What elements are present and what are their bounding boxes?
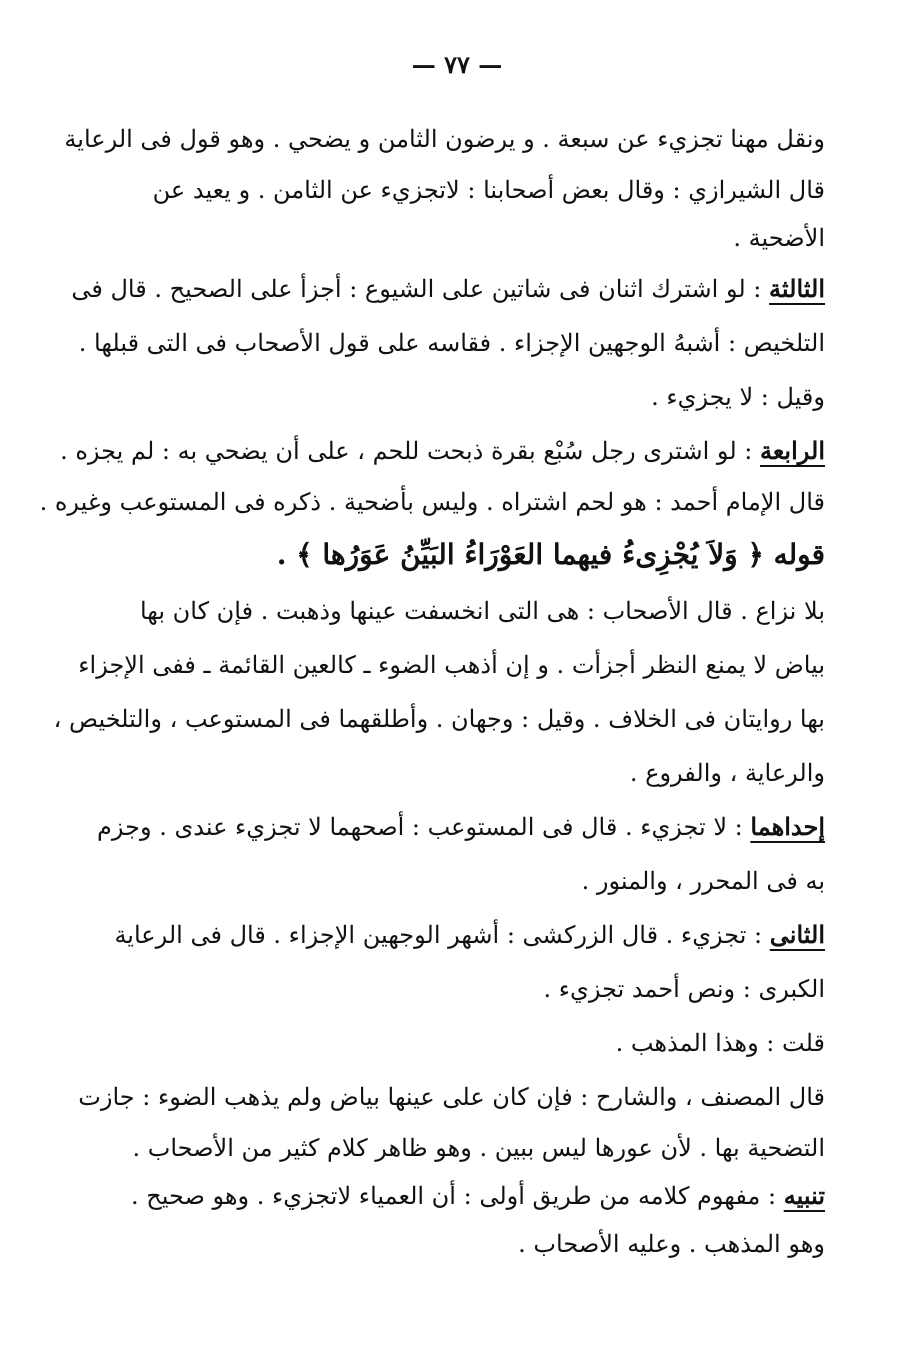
text-line <box>71 262 825 316</box>
text-line <box>152 166 825 214</box>
section-lead: إحداهما <box>750 812 825 841</box>
text-line <box>155 854 825 908</box>
line-text: قال الإمام أحمد : هو لحم اشتراه . وليس بأضحية . ذكره فى المستوعب وغيره . <box>39 488 825 516</box>
section-lead: الرابعة <box>759 436 825 465</box>
text-line <box>155 746 825 800</box>
text-line <box>60 424 825 478</box>
line-text: الأضحية . <box>733 224 825 252</box>
text-line <box>64 112 825 166</box>
text-line <box>130 1172 825 1220</box>
line-text: وهو المذهب . وعليه الأصحاب . <box>518 1230 825 1258</box>
line-text: وقيل : لا يجزيء . <box>651 383 825 411</box>
line-text: بها روايتان فى الخلاف . وقيل : وجهان . وأطلقهما فى المستوعب ، والتلخيص ، <box>53 705 825 733</box>
text-line <box>78 1070 825 1124</box>
line-text: قوله ﴿ وَلاَ يُجْزِىءُ فيهما العَوْرَاءُ البَيِّنُ عَوَرُها ﴾ . <box>276 538 825 571</box>
text-line <box>78 316 825 370</box>
line-text: ونقل مهنا تجزيء عن سبعة . و يرضون الثامن و يضحي . وهو قول فى الرعاية <box>64 125 825 153</box>
text-line <box>97 800 825 854</box>
text-line <box>78 638 825 692</box>
section-lead: الثانى <box>769 920 825 949</box>
line-text: التلخيص : أشبهُ الوجهين الإجزاء . فقاسه على قول الأصحاب فى التى قبلها . <box>78 329 825 357</box>
text-line <box>155 1220 825 1268</box>
line-text: بياض لا يمنع النظر أجزأت . و إن أذهب الضوء ـ كالعين القائمة ـ ففى الإجزاء <box>78 651 825 679</box>
text-line <box>155 370 825 424</box>
text-line <box>132 1124 825 1172</box>
text-line <box>155 1016 825 1070</box>
section-lead: الثالثة <box>769 274 825 303</box>
line-text: والرعاية ، والفروع . <box>629 759 825 787</box>
line-text: به فى المحرر ، والمنور . <box>581 867 825 895</box>
section-lead: تنبيه <box>783 1181 825 1210</box>
text-line <box>114 908 825 962</box>
text-line <box>53 692 825 746</box>
text-line <box>39 478 825 526</box>
text-line <box>155 962 825 1016</box>
line-text: بلا نزاع . قال الأصحاب : هى التى انخسفت عينها وذهبت . فإن كان بها <box>139 597 825 625</box>
line-text: : لا تجزيء . قال فى المستوعب : أصحهما لا تجزيء عندى . وجزم <box>97 813 743 841</box>
page-number: — ٧٧ — <box>411 50 503 79</box>
line-text: : لو اشترك اثنان فى شاتين على الشيوع : أجزأ على الصحيح . قال فى <box>71 275 762 303</box>
line-text: قال الشيرازي : وقال بعض أصحابنا : لاتجزيء عن الثامن . و يعيد عن <box>152 176 825 204</box>
line-text: : لو اشترى رجل سُبْع بقرة ذبحت للحم ، على أن يضحي به : لم يجزه . <box>60 437 753 465</box>
body-text <box>39 112 825 1268</box>
line-text: : مفهوم كلامه من طريق أولى : أن العمياء لاتجزيء . وهو صحيح . <box>130 1182 777 1210</box>
text-line <box>155 214 825 262</box>
line-text: قلت : وهذا المذهب . <box>615 1029 825 1057</box>
text-line <box>139 584 825 638</box>
line-text: : تجزيء . قال الزركشى : أشهر الوجهين الإجزاء . قال فى الرعاية <box>114 921 763 949</box>
quoted-heading <box>155 526 825 584</box>
line-text: الكبرى : ونص أحمد تجزيء . <box>543 975 825 1003</box>
line-text: التضحية بها . لأن عورها ليس ببين . وهو ظاهر كلام كثير من الأصحاب . <box>132 1134 825 1162</box>
line-text: قال المصنف ، والشارح : فإن كان على عينها بياض ولم يذهب الضوء : جازت <box>78 1083 825 1111</box>
